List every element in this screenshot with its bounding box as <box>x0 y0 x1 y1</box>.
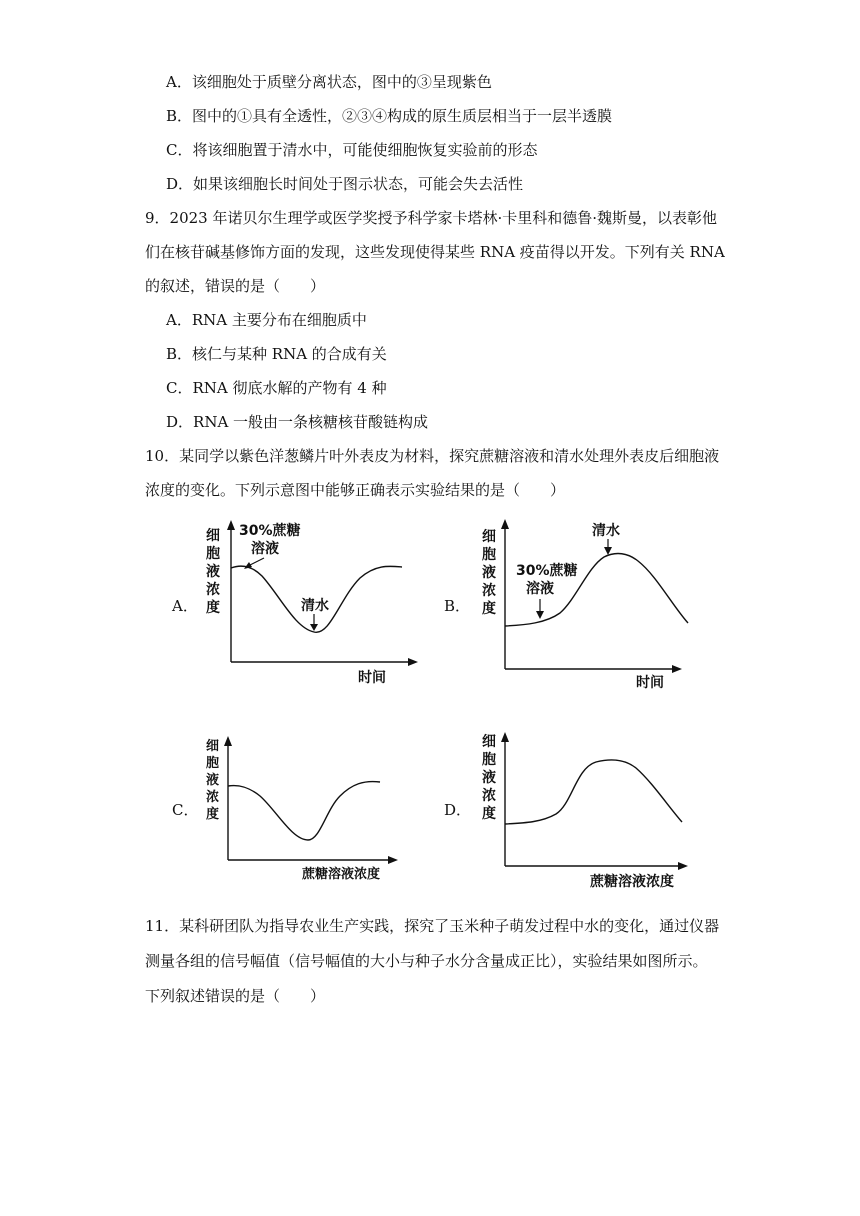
svg-text:液: 液 <box>206 564 220 580</box>
chart-a-x-arrow <box>408 658 418 666</box>
q10-stem-line-1: 10．某同学以紫色洋葱鳞片叶外表皮为材料，探究蔗糖溶液和清水处理外表皮后细胞液 <box>145 447 720 465</box>
q11-stem-line-2: 测量各组的信号幅值（信号幅值的大小与种子水分含量成正比），实验结果如图所示。 <box>145 952 708 970</box>
svg-text:胞: 胞 <box>482 752 496 768</box>
chart-c-x-arrow <box>388 856 398 864</box>
chart-b-label: B． <box>444 597 471 615</box>
svg-text:液: 液 <box>206 773 220 788</box>
q8-option-b: B．图中的①具有全透性，②③④构成的原生质层相当于一层半透膜 <box>166 107 613 125</box>
chart-a-label: A． <box>172 597 198 615</box>
svg-text:度: 度 <box>482 601 496 617</box>
svg-text:细: 细 <box>482 734 496 750</box>
svg-text:浓: 浓 <box>482 788 496 804</box>
chart-d-xlabel: 蔗糖溶液浓度 <box>590 874 674 890</box>
chart-d-y-arrow <box>501 732 509 742</box>
chart-a-ann-water: 清水 <box>301 598 329 614</box>
chart-c-ylabel <box>206 739 219 822</box>
chart-a-ylabel <box>206 528 220 616</box>
q9-option-b: B．核仁与某种 RNA 的合成有关 <box>166 345 387 363</box>
chart-c-y-arrow <box>224 736 232 746</box>
q9-option-d: D．RNA 一般由一条核糖核苷酸链构成 <box>166 413 429 431</box>
q9-stem-line-1: 9．2023 年诺贝尔生理学或医学奖授予科学家卡塔林·卡里科和德鲁·魏斯曼，以表彰他 <box>145 209 718 227</box>
q11-stem-line-1: 11．某科研团队为指导农业生产实践，探究了玉米种子萌发过程中水的变化，通过仪器 <box>145 917 720 935</box>
chart-c-label: C． <box>172 801 199 819</box>
chart-c <box>200 730 410 890</box>
q9-stem-line-2: 们在核苷碱基修饰方面的发现，这些发现使得某些 RNA 疫苗得以开发。下列有关 RNA <box>145 243 725 261</box>
chart-b-y-arrow <box>501 519 509 529</box>
svg-text:度: 度 <box>206 807 220 822</box>
chart-c-curve <box>228 782 380 840</box>
svg-text:胞: 胞 <box>206 756 220 771</box>
chart-c-xlabel: 蔗糖溶液浓度 <box>302 867 381 882</box>
q9-option-a: A．RNA 主要分布在细胞质中 <box>166 311 367 329</box>
chart-a-y-arrow <box>227 520 235 530</box>
svg-text:胞: 胞 <box>482 547 496 563</box>
svg-text:浓: 浓 <box>482 583 496 599</box>
chart-a-xlabel: 时间 <box>358 670 386 686</box>
chart-d-ylabel <box>482 734 496 822</box>
q9-option-c: C．RNA 彻底水解的产物有 4 种 <box>166 379 387 397</box>
svg-text:细: 细 <box>482 529 496 545</box>
svg-text:浓: 浓 <box>206 582 220 598</box>
chart-a-ann-sucrose-1: 30%蔗糖 <box>239 523 301 539</box>
chart-b-ann-sucrose-2: 溶液 <box>526 581 554 597</box>
svg-text:胞: 胞 <box>206 546 220 562</box>
svg-text:液: 液 <box>482 565 496 581</box>
chart-d-label: D． <box>444 801 472 819</box>
chart-a-ann-sucrose-2: 溶液 <box>251 541 279 557</box>
chart-b-ann-water: 清水 <box>592 523 620 539</box>
q9-stem-line-3: 的叙述，错误的是（ ） <box>145 277 326 295</box>
q10-stem-line-2: 浓度的变化。下列示意图中能够正确表示实验结果的是（ ） <box>145 481 566 499</box>
q8-option-a: A．该细胞处于质壁分离状态，图中的③呈现紫色 <box>166 73 492 91</box>
svg-text:液: 液 <box>482 770 496 786</box>
chart-b-x-arrow <box>672 665 682 673</box>
svg-text:浓: 浓 <box>206 790 220 805</box>
svg-text:度: 度 <box>482 806 496 822</box>
q8-option-d: D．如果该细胞长时间处于图示状态，可能会失去活性 <box>166 175 524 193</box>
svg-text:细: 细 <box>206 739 220 754</box>
chart-d-x-arrow <box>678 862 688 870</box>
chart-b-ylabel <box>482 529 496 617</box>
chart-a <box>200 518 430 690</box>
chart-b-xlabel: 时间 <box>636 675 664 691</box>
chart-d-curve <box>505 760 682 824</box>
q11-stem-line-3: 下列叙述错误的是（ ） <box>145 987 326 1005</box>
svg-text:度: 度 <box>206 600 220 616</box>
chart-d <box>476 726 698 892</box>
q8-option-c: C．将该细胞置于清水中，可能使细胞恢复实验前的形态 <box>166 141 538 159</box>
chart-b <box>476 515 698 693</box>
chart-b-ann-sucrose-1: 30%蔗糖 <box>516 563 578 579</box>
svg-text:细: 细 <box>206 528 220 544</box>
